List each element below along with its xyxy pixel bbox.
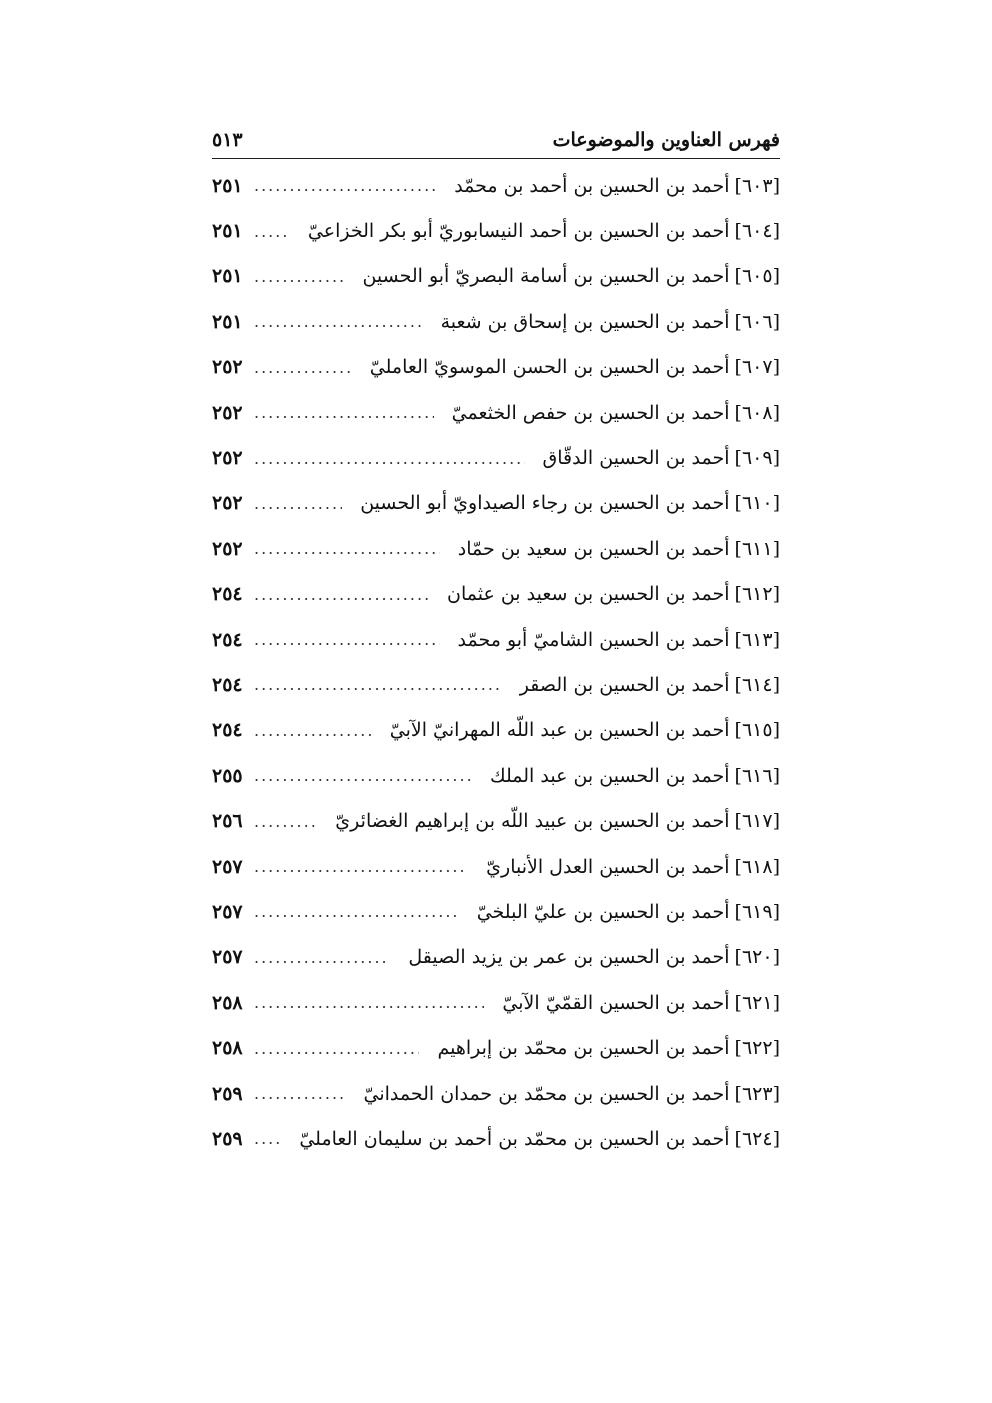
entry-page: ٢٥٨ xyxy=(212,991,243,1014)
entry-name: أحمد بن الحسين بن محمّد بن حمدان الحمدانيّ xyxy=(363,1082,730,1105)
entry-number: [٦٠٣] xyxy=(734,174,780,197)
entry-number: [٦٢٠] xyxy=(734,946,780,969)
leader-dots xyxy=(254,403,434,422)
entry-page: ٢٥٢ xyxy=(212,447,243,470)
leader-dots xyxy=(254,222,290,241)
entry-name: أحمد بن الحسين بن سعيد بن حمّاد xyxy=(457,537,730,560)
entry-number: [٦١٩] xyxy=(734,900,780,923)
entry-name: أحمد بن الحسين بن محمّد بن إبراهيم xyxy=(437,1037,730,1060)
entry-name: أحمد بن الحسين بن إسحاق بن شعبة xyxy=(440,310,730,333)
entry-number: [٦١٤] xyxy=(734,673,780,696)
entry-name: أحمد بن الحسين القمّيّ الآبيّ xyxy=(502,991,730,1014)
entry-name: أحمد بن الحسين بن عبيد اللّه بن إبراهيم الغضائريّ xyxy=(335,810,730,833)
entry-name: أحمد بن الحسين بن عليّ البلخيّ xyxy=(476,900,730,923)
entry-number: [٦٠٦] xyxy=(734,310,780,333)
index-entry xyxy=(212,617,780,662)
entry-page: ٢٥٧ xyxy=(212,946,243,969)
entry-page: ٢٥٤ xyxy=(212,583,243,606)
entry-number: [٦١٢] xyxy=(734,583,780,606)
entry-number: [٦١٧] xyxy=(734,810,780,833)
index-entry xyxy=(212,753,780,798)
leader-dots xyxy=(254,721,372,740)
entry-number: [٦١٥] xyxy=(734,719,780,742)
entry-number: [٦٠٨] xyxy=(734,401,780,424)
leader-dots xyxy=(254,358,352,377)
header-page-number: ٥١٣ xyxy=(212,129,243,151)
leader-dots xyxy=(254,1129,281,1148)
entry-name: أحمد بن الحسين بن عمر بن يزيد الصيقل xyxy=(408,946,730,969)
entry-page: ٢٥١ xyxy=(212,265,243,288)
entry-name: أحمد بن الحسين بن محمّد بن أحمد بن سليمان العامليّ xyxy=(299,1127,730,1150)
entry-page: ٢٥٤ xyxy=(212,628,243,651)
index-entry xyxy=(212,163,780,208)
index-entry xyxy=(212,935,780,980)
entry-name: أحمد بن الحسين بن حفص الخثعميّ xyxy=(451,401,730,424)
leader-dots xyxy=(254,312,423,331)
entry-name: أحمد بن الحسين بن رجاء الصيداويّ أبو الحسين xyxy=(360,492,730,515)
leader-dots xyxy=(254,1084,346,1103)
entry-name: أحمد بن الحسين الدقّاق xyxy=(542,447,730,470)
entry-page: ٢٥٧ xyxy=(212,855,243,878)
entry-number: [٦٢٣] xyxy=(734,1082,780,1105)
leader-dots xyxy=(254,176,436,195)
entry-number: [٦١١] xyxy=(734,537,780,560)
leader-dots xyxy=(254,630,440,649)
running-header xyxy=(212,122,780,159)
entry-page: ٢٥٢ xyxy=(212,537,243,560)
index-entry xyxy=(212,481,780,526)
entry-number: [٦٠٧] xyxy=(734,356,780,379)
leader-dots xyxy=(254,449,525,468)
index-entry xyxy=(212,798,780,843)
leader-dots xyxy=(254,267,344,286)
entry-page: ٢٥٩ xyxy=(212,1082,243,1105)
index-entry xyxy=(212,1025,780,1070)
entry-name: أحمد بن الحسين العدل الأنباريّ xyxy=(486,855,730,878)
entry-page: ٢٥١ xyxy=(212,220,243,243)
leader-dots xyxy=(254,857,468,876)
entry-name: أحمد بن الحسين بن الحسن الموسويّ العامليّ xyxy=(369,356,730,379)
entry-name: أحمد بن الحسين بن أسامة البصريّ أبو الحسين xyxy=(362,265,730,288)
leader-dots xyxy=(254,494,342,513)
index-entry xyxy=(212,980,780,1025)
leader-dots xyxy=(254,539,440,558)
entry-number: [٦٠٤] xyxy=(734,220,780,243)
index-entry xyxy=(212,662,780,707)
entry-number: [٦١٣] xyxy=(734,628,780,651)
leader-dots xyxy=(254,812,317,831)
entry-page: ٢٥١ xyxy=(212,310,243,333)
entry-name: أحمد بن الحسين بن أحمد النيسابوريّ أبو بكر الخزاعيّ xyxy=(307,220,730,243)
index-entry xyxy=(212,844,780,889)
entry-number: [٦٠٩] xyxy=(734,447,780,470)
entry-page: ٢٥٦ xyxy=(212,810,243,833)
entry-page: ٢٥٤ xyxy=(212,673,243,696)
index-entry xyxy=(212,254,780,299)
index-entry xyxy=(212,390,780,435)
entry-page: ٢٥٥ xyxy=(212,764,243,787)
index-entry xyxy=(212,299,780,344)
entry-name: أحمد بن الحسين بن عبد اللّه المهرانيّ الآبيّ xyxy=(389,719,730,742)
entry-number: [٦١٦] xyxy=(734,764,780,787)
leader-dots xyxy=(254,902,459,921)
index-entry xyxy=(212,1071,780,1116)
entry-page: ٢٥٨ xyxy=(212,1037,243,1060)
entry-name: أحمد بن الحسين بن سعيد بن عثمان xyxy=(446,583,730,606)
entry-page: ٢٥٩ xyxy=(212,1127,243,1150)
entry-number: [٦٢١] xyxy=(734,991,780,1014)
entry-name: أحمد بن الحسين بن أحمد بن محمّد xyxy=(454,174,730,197)
index-entry xyxy=(212,526,780,571)
entry-number: [٦٠٥] xyxy=(734,265,780,288)
leader-dots xyxy=(254,948,390,967)
entry-number: [٦١٠] xyxy=(734,492,780,515)
entry-number: [٦٢٤] xyxy=(734,1127,780,1150)
index-entry xyxy=(212,208,780,253)
leader-dots xyxy=(254,1039,419,1058)
index-entry xyxy=(212,889,780,934)
index-entry xyxy=(212,572,780,617)
entry-name: أحمد بن الحسين بن عبد الملك xyxy=(489,764,730,787)
header-title: فهرس العناوين والموضوعات xyxy=(552,129,780,151)
entry-page: ٢٥٧ xyxy=(212,900,243,923)
entry-page: ٢٥٢ xyxy=(212,356,243,379)
entry-number: [٦١٨] xyxy=(734,855,780,878)
entry-page: ٢٥٢ xyxy=(212,401,243,424)
entry-name: أحمد بن الحسين الشاميّ أبو محمّد xyxy=(457,628,730,651)
leader-dots xyxy=(254,585,429,604)
leader-dots xyxy=(254,993,484,1012)
entry-page: ٢٥٤ xyxy=(212,719,243,742)
index-entry xyxy=(212,708,780,753)
index-entry xyxy=(212,345,780,390)
index-list xyxy=(212,163,780,1162)
leader-dots xyxy=(254,675,502,694)
leader-dots xyxy=(254,766,472,785)
entry-page: ٢٥١ xyxy=(212,174,243,197)
index-entry xyxy=(212,435,780,480)
entry-number: [٦٢٢] xyxy=(734,1037,780,1060)
entry-page: ٢٥٢ xyxy=(212,492,243,515)
index-entry xyxy=(212,1116,780,1161)
entry-name: أحمد بن الحسين بن الصقر xyxy=(519,673,730,696)
